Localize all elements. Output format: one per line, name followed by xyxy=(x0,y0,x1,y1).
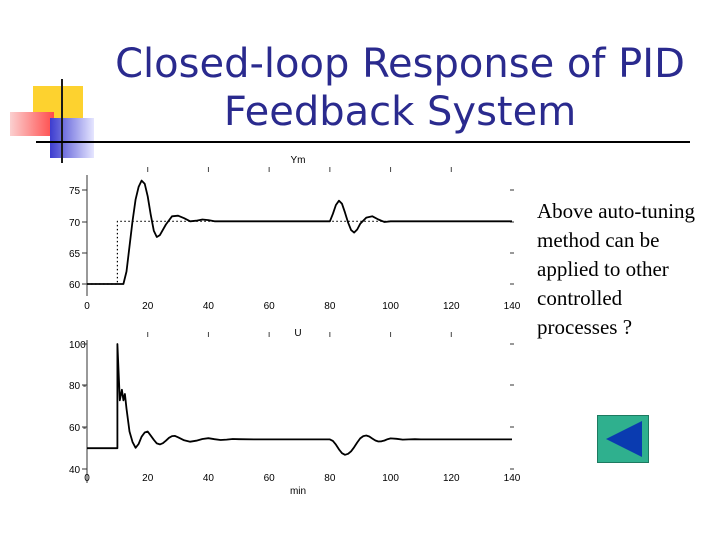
y-tick-label: 70 xyxy=(69,218,81,229)
slide-title-line-1: Closed-loop Response of PID xyxy=(115,41,685,87)
setpoint-line xyxy=(87,221,512,284)
chart-title-ym: Ym xyxy=(290,155,306,166)
y-tick-label: 80 - xyxy=(69,381,87,392)
x-tick-label: 60 xyxy=(263,301,275,312)
response-line xyxy=(87,181,512,284)
x-tick-label: 20 xyxy=(142,473,154,484)
x-tick-label: 100 xyxy=(382,473,399,484)
x-tick-label: 80 xyxy=(324,473,336,484)
slide-title-line-2: Feedback System xyxy=(223,89,577,135)
y-tick-label: 60 - xyxy=(69,423,87,434)
side-question-text: Above auto-tuning method can be applied to other controlled processes ? xyxy=(537,199,696,339)
y-tick-label: 60 xyxy=(69,280,81,291)
x-tick-label: 40 xyxy=(202,301,214,312)
x-axis-label: min xyxy=(289,486,307,497)
back-triangle-icon xyxy=(606,421,642,457)
y-tick-label: 75 xyxy=(69,186,81,197)
x-tick-label: 100 xyxy=(382,301,399,312)
response-line xyxy=(87,344,512,455)
x-tick-label: 80 xyxy=(324,301,336,312)
y-tick-label: 40 xyxy=(69,465,81,476)
x-tick-label: 0 xyxy=(84,473,90,484)
x-tick-label: 20 xyxy=(142,301,154,312)
x-tick-label: 0 xyxy=(84,301,90,312)
x-tick-label: 120 xyxy=(442,301,460,312)
x-tick-label: 140 xyxy=(503,473,521,484)
back-button[interactable] xyxy=(597,415,649,463)
x-tick-label: 40 xyxy=(202,473,214,484)
y-tick-label: 100 xyxy=(69,340,86,351)
x-tick-label: 60 xyxy=(263,473,275,484)
x-tick-label: 120 xyxy=(442,473,460,484)
y-tick-label: 65 xyxy=(69,249,81,260)
x-tick-label: 140 xyxy=(503,301,521,312)
chart-title-u: U xyxy=(294,328,302,339)
